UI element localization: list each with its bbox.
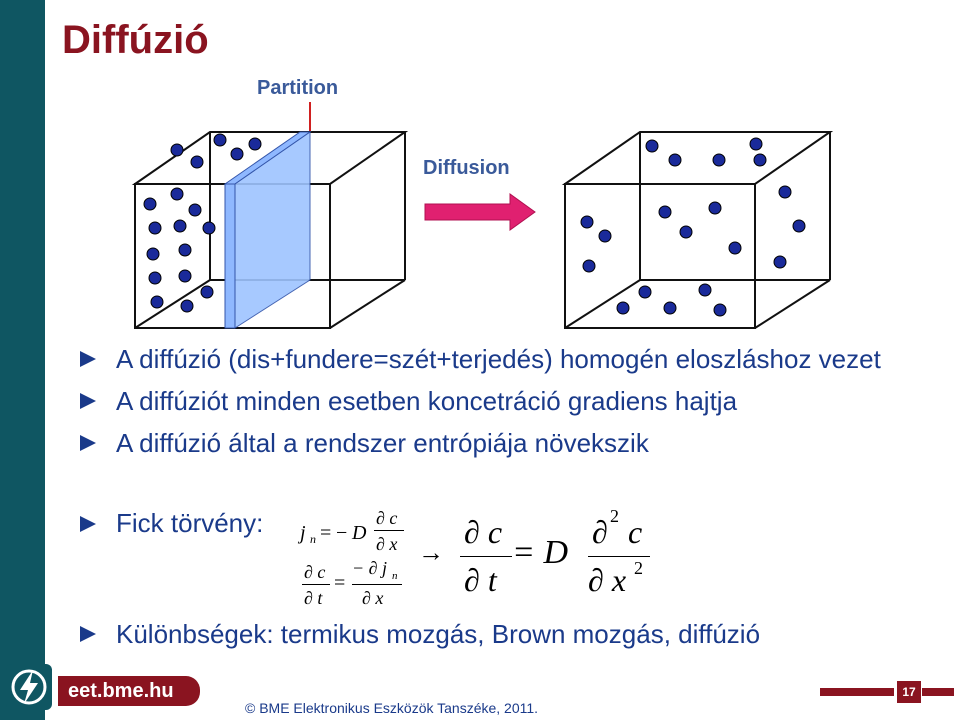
eq2-left-fraction-bar <box>302 584 330 585</box>
big-numerator-right-sup: 2 <box>610 506 619 526</box>
page-number: 17 <box>896 680 922 704</box>
bullet-arrow-icon <box>80 435 96 451</box>
big-right-fraction-bar <box>588 556 650 557</box>
slide-title: Diffúzió <box>62 18 209 62</box>
eq1-numerator: ∂ c <box>376 508 398 528</box>
eq1-equals: = <box>320 522 332 544</box>
bullet-text: Különbségek: termikus mozgás, Brown mozgás, diffúzió <box>116 619 761 649</box>
big-denominator-right-sup: 2 <box>634 558 643 578</box>
bullet-text: A diffúzió által a rendszer entrópiája növekszik <box>116 428 649 458</box>
bullet-item <box>80 385 950 417</box>
fick-law-block <box>80 508 960 618</box>
bullet-item <box>80 343 950 375</box>
eq1-fraction-bar <box>374 530 404 531</box>
bullet-arrow-icon <box>80 351 96 367</box>
eq1-j: j <box>300 522 306 544</box>
footer-bar-left <box>820 688 894 696</box>
diffusion-label: Diffusion <box>423 157 510 179</box>
bullet-item <box>80 618 950 650</box>
footer-brand: eet.bme.hu <box>58 676 200 706</box>
left-sidebar-bar <box>0 0 45 720</box>
eq1-minus: − <box>336 522 348 544</box>
footer-copyright: © BME Elektronikus Eszközök Tanszéke, 2011. <box>245 700 539 716</box>
bullet-arrow-icon <box>80 516 96 532</box>
last-bullet <box>80 618 950 660</box>
eq2-denominator-right: ∂ x <box>362 588 384 608</box>
bullet-item <box>80 427 950 459</box>
partition-label: Partition <box>257 77 339 99</box>
footer-bar-right <box>922 688 954 696</box>
bullet-arrow-icon <box>80 393 96 409</box>
big-denominator-left: ∂ t <box>464 562 497 598</box>
bullet-list <box>80 343 950 469</box>
bme-logo <box>6 664 52 710</box>
big-denominator-right: ∂ x <box>588 562 627 598</box>
eq1-D: D <box>352 522 367 544</box>
big-numerator-right-partial: ∂ <box>592 514 608 550</box>
big-numerator-left: ∂ c <box>464 514 503 550</box>
big-left-fraction-bar <box>460 556 512 557</box>
diffusion-figure <box>125 70 845 340</box>
big-equals-D: = D <box>512 534 568 571</box>
lightning-logo-icon <box>6 664 52 710</box>
eq2-denominator-left: ∂ t <box>304 588 323 608</box>
bullet-arrow-icon <box>80 626 96 642</box>
eq1-denominator: ∂ x <box>376 534 398 554</box>
eq2-equals: = <box>334 572 346 594</box>
bullet-text: A diffúzió (dis+fundere=szét+terjedés) homogén eloszláshoz vezet <box>116 344 881 374</box>
eq1-sub: n <box>310 532 316 546</box>
eq2-numerator-right: − ∂ j <box>352 558 388 578</box>
partition-panel-side <box>235 132 310 328</box>
fick-label: Fick törvény: <box>116 508 264 538</box>
big-numerator-right-c: c <box>628 514 643 550</box>
eq2-right-fraction-bar <box>352 584 402 585</box>
bullet-text: A diffúziót minden esetben koncetráció gradiens hajtja <box>116 386 738 416</box>
right-particles <box>581 138 805 316</box>
eq2-numerator-right-sub: n <box>392 570 398 582</box>
eq2-numerator-left: ∂ c <box>304 562 326 582</box>
diffusion-arrow <box>425 194 535 230</box>
partition-panel-face <box>225 184 235 328</box>
implies-arrow: → <box>418 538 444 567</box>
